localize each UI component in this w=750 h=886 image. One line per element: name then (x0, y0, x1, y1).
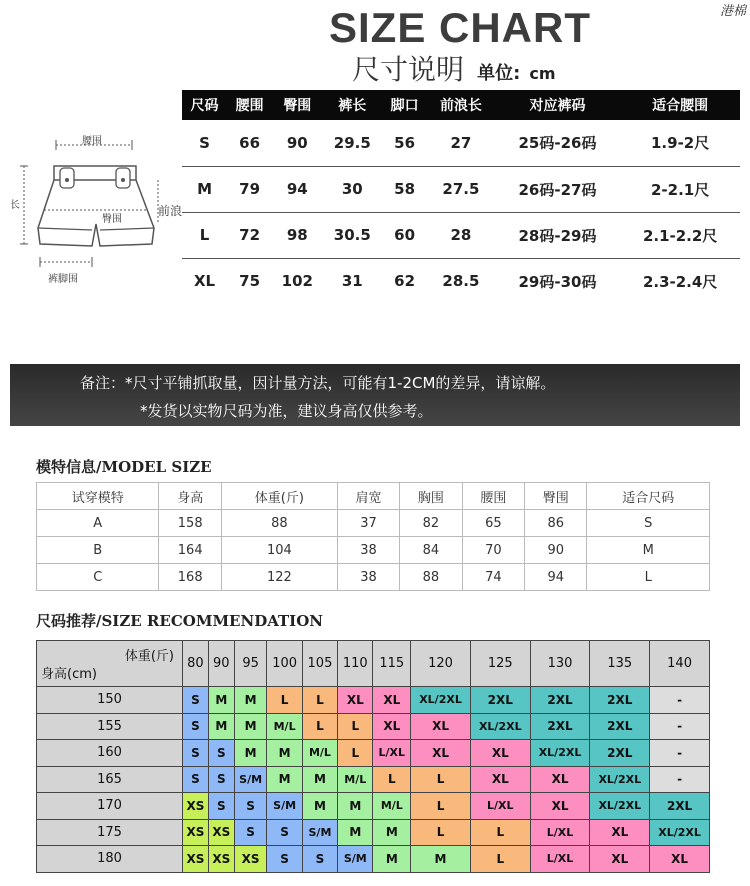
title-cn-row (352, 48, 556, 88)
model-cell: 38 (337, 564, 399, 591)
size-th: 对应裤码 (495, 90, 621, 120)
weight-header: 115 (373, 641, 411, 687)
size-cell: 58 (382, 166, 427, 212)
size-cell: 75 (239, 272, 261, 291)
size-th: 臀围 (272, 90, 322, 120)
size-recommendation-cell: L (411, 819, 471, 846)
height-header: 175 (37, 819, 183, 846)
note-banner (10, 364, 740, 426)
size-recommendation-cell: S (183, 766, 209, 793)
size-recommendation-cell: S (234, 819, 267, 846)
label-front-rise: 前浪 (158, 204, 183, 218)
model-cell: 65 (462, 510, 524, 537)
weight-header: 110 (338, 641, 373, 687)
size-recommendation-cell: M (234, 740, 267, 767)
model-cell: 84 (400, 537, 462, 564)
size-recommendation-cell: M (267, 740, 302, 767)
size-recommendation-cell: XL/2XL (530, 740, 590, 767)
brand-mark: 港棉 (719, 4, 746, 19)
height-axis-label: 身高(cm) (41, 667, 97, 682)
size-cell: 98 (272, 212, 322, 258)
size-recommendation-cell: XL/2XL (650, 819, 710, 846)
size-recommendation-cell: 2XL (590, 740, 650, 767)
table-row (182, 166, 740, 212)
size-cell: 29.5 (323, 120, 383, 166)
table-row (37, 713, 710, 740)
title-cn: 尺寸说明 (352, 53, 465, 86)
size-recommendation-cell: S (234, 793, 267, 820)
size-recommendation-cell: M/L (302, 740, 337, 767)
size-cell: 66 (227, 120, 272, 166)
weight-header: 100 (267, 641, 302, 687)
size-recommendation-cell: XL (373, 687, 411, 714)
size-recommendation-cell: L (470, 819, 530, 846)
size-recommendation-cell: XL/2XL (411, 687, 471, 714)
size-recommendation-cell: - (650, 713, 710, 740)
size-recommendation-cell: M (338, 819, 373, 846)
unit-label: 单位: (477, 63, 521, 84)
model-th: 腰围 (462, 483, 524, 510)
shorts-diagram (8, 128, 184, 288)
model-cell: 168 (159, 564, 221, 591)
size-recommendation-cell: XL/2XL (470, 713, 530, 740)
size-recommendation-cell: XL/2XL (590, 793, 650, 820)
size-recommendation-cell: XL (590, 819, 650, 846)
size-cell: 79 (227, 166, 272, 212)
size-cell: 30 (323, 166, 383, 212)
table-row (37, 793, 710, 820)
label-hip: 臀围 (102, 214, 122, 225)
page-title: SIZE CHART (329, 4, 591, 51)
size-cell: 2.3-2.4尺 (642, 272, 718, 291)
model-th: 适合尺码 (587, 483, 710, 510)
weight-header: 120 (411, 641, 471, 687)
size-recommendation-cell: 2XL (650, 793, 710, 820)
size-recommendation-cell: L (338, 740, 373, 767)
size-cell: 60 (382, 212, 427, 258)
size-th: 适合腰围 (620, 90, 740, 120)
size-recommendation-cell: M (234, 687, 267, 714)
size-cell: 62 (394, 272, 416, 291)
size-recommendation-cell: L/XL (530, 846, 590, 873)
size-recommendation-cell: S/M (234, 766, 267, 793)
size-table-header (182, 90, 740, 120)
model-th: 体重(斤) (221, 483, 337, 510)
size-cell: S (182, 120, 227, 166)
model-cell: 88 (221, 510, 337, 537)
model-cell: 37 (337, 510, 399, 537)
label-length: 长 (10, 200, 20, 211)
size-recommendation-cell: 2XL (590, 713, 650, 740)
model-th: 试穿模特 (37, 483, 159, 510)
size-recommendation-cell: M/L (267, 713, 302, 740)
model-header-row (37, 483, 710, 510)
size-recommendation-cell: M (234, 713, 267, 740)
size-cell: L (182, 212, 227, 258)
size-recommendation-cell: L (267, 687, 302, 714)
size-recommendation-cell: M (208, 713, 234, 740)
model-cell: 90 (525, 537, 587, 564)
label-waist: 腰围 (82, 136, 102, 147)
model-cell: 94 (525, 564, 587, 591)
size-recommendation-cell: S (267, 846, 302, 873)
size-recommendation-cell: XS (208, 846, 234, 873)
size-recommendation-cell: S (208, 740, 234, 767)
model-cell: 86 (525, 510, 587, 537)
table-row (37, 740, 710, 767)
model-cell: M (587, 537, 710, 564)
height-header: 150 (37, 687, 183, 714)
model-cell: 88 (400, 564, 462, 591)
size-recommendation-cell: 2XL (530, 687, 590, 714)
size-cell: XL (193, 272, 216, 291)
size-recommendation-cell: L (373, 766, 411, 793)
weight-axis-label: 体重(斤) (124, 649, 174, 664)
size-cell: 30.5 (323, 212, 383, 258)
size-cell: 2-2.1尺 (620, 166, 740, 212)
size-recommendation-cell: M (302, 793, 337, 820)
model-th: 胸围 (400, 483, 462, 510)
size-cell: 72 (227, 212, 272, 258)
size-recommendation-cell: M (373, 846, 411, 873)
table-row (37, 510, 710, 537)
size-recommendation-cell: S (208, 766, 234, 793)
size-recommendation-cell: XL (411, 713, 471, 740)
weight-header: 105 (302, 641, 337, 687)
model-cell: 104 (221, 537, 337, 564)
size-recommendation-cell: XL (373, 713, 411, 740)
recommendation-table (36, 640, 710, 873)
table-row (37, 819, 710, 846)
size-recommendation-cell: XL (411, 740, 471, 767)
size-recommendation-cell: XS (208, 819, 234, 846)
model-cell: 38 (337, 537, 399, 564)
size-cell: M (182, 166, 227, 212)
height-header: 165 (37, 766, 183, 793)
model-table (36, 482, 710, 591)
model-th: 臀围 (525, 483, 587, 510)
weight-header: 125 (470, 641, 530, 687)
size-recommendation-cell: L (302, 713, 337, 740)
model-th: 肩宽 (337, 483, 399, 510)
size-recommendation-cell: S (208, 793, 234, 820)
size-cell: 28.5 (442, 272, 480, 291)
size-recommendation-cell: S (183, 713, 209, 740)
weight-header: 140 (650, 641, 710, 687)
rec-corner-cell (37, 641, 183, 687)
size-recommendation-cell: - (650, 740, 710, 767)
size-cell: 28码-29码 (495, 212, 621, 258)
model-cell: C (37, 564, 159, 591)
size-cell: 2.1-2.2尺 (620, 212, 740, 258)
size-cell: 27.5 (427, 166, 495, 212)
size-recommendation-cell: S (302, 846, 337, 873)
model-cell: L (587, 564, 710, 591)
size-recommendation-cell: - (650, 687, 710, 714)
rec-header-row (37, 641, 710, 687)
model-cell: 74 (462, 564, 524, 591)
size-th: 尺码 (182, 90, 227, 120)
size-recommendation-cell: XL (338, 687, 373, 714)
size-recommendation-cell: L (411, 793, 471, 820)
model-cell: 70 (462, 537, 524, 564)
weight-header: 95 (234, 641, 267, 687)
size-cell: 1.9-2尺 (620, 120, 740, 166)
table-row (182, 212, 740, 258)
size-recommendation-cell: XL (590, 846, 650, 873)
size-recommendation-cell: XS (183, 846, 209, 873)
size-recommendation-cell: XL (470, 740, 530, 767)
model-cell: B (37, 537, 159, 564)
table-row (37, 846, 710, 873)
size-recommendation-cell: L/XL (470, 793, 530, 820)
note-line-1: 备注：*尺寸平铺抓取量，因计量方法，可能有1-2CM的差异，请谅解。 (80, 374, 556, 392)
size-recommendation-cell: XS (183, 819, 209, 846)
size-recommendation-cell: M (373, 819, 411, 846)
size-recommendation-cell: M/L (338, 766, 373, 793)
size-recommendation-cell: L/XL (530, 819, 590, 846)
size-table (182, 90, 740, 304)
table-row (37, 766, 710, 793)
size-recommendation-cell: XL (650, 846, 710, 873)
size-recommendation-cell: S (267, 819, 302, 846)
model-cell: S (587, 510, 710, 537)
weight-header: 135 (590, 641, 650, 687)
size-cell: 26码-27码 (495, 166, 621, 212)
height-header: 155 (37, 713, 183, 740)
size-recommendation-cell: M (302, 766, 337, 793)
size-recommendation-cell: S (183, 687, 209, 714)
size-recommendation-cell: M (411, 846, 471, 873)
size-recommendation-cell: 2XL (530, 713, 590, 740)
model-cell: A (37, 510, 159, 537)
size-recommendation-cell: XL/2XL (590, 766, 650, 793)
model-th: 身高 (159, 483, 221, 510)
size-recommendation-cell: XL (470, 766, 530, 793)
note-line-2: *发货以实物尺码为准，建议身高仅供参考。 (140, 402, 433, 420)
model-info-title: 模特信息/MODEL SIZE (36, 458, 212, 476)
table-row (37, 687, 710, 714)
size-recommendation-cell: XS (234, 846, 267, 873)
size-cell: 102 (281, 272, 313, 291)
size-recommendation-cell: - (650, 766, 710, 793)
size-th: 裤长 (323, 90, 383, 120)
label-leg-opening: 裤脚围 (48, 274, 78, 285)
size-th: 腰围 (227, 90, 272, 120)
size-th: 前浪长 (427, 90, 495, 120)
size-recommendation-cell: S/M (302, 819, 337, 846)
size-recommendation-cell: M (338, 793, 373, 820)
height-header: 160 (37, 740, 183, 767)
size-cell: 94 (272, 166, 322, 212)
size-recommendation-cell: S (183, 740, 209, 767)
unit-value: cm (529, 64, 556, 83)
size-recommendation-cell: L (411, 766, 471, 793)
model-cell: 164 (159, 537, 221, 564)
size-cell: 56 (382, 120, 427, 166)
size-recommendation-cell: 2XL (470, 687, 530, 714)
model-cell: 82 (400, 510, 462, 537)
size-recommendation-cell: L (302, 687, 337, 714)
size-cell: 29码-30码 (518, 272, 597, 291)
size-cell: 31 (341, 272, 363, 291)
model-cell: 158 (159, 510, 221, 537)
weight-header: 90 (208, 641, 234, 687)
size-recommendation-cell: L (338, 713, 373, 740)
size-recommendation-cell: S/M (338, 846, 373, 873)
height-header: 170 (37, 793, 183, 820)
weight-header: 80 (183, 641, 209, 687)
height-header: 180 (37, 846, 183, 873)
size-recommendation-cell: XL (530, 793, 590, 820)
size-recommendation-cell: S/M (267, 793, 302, 820)
table-row (182, 120, 740, 166)
size-recommendation-cell: M (208, 687, 234, 714)
size-cell: 28 (427, 212, 495, 258)
weight-header: 130 (530, 641, 590, 687)
size-recommendation-cell: L (470, 846, 530, 873)
size-recommendation-cell: XL (530, 766, 590, 793)
table-row (37, 564, 710, 591)
table-row (37, 537, 710, 564)
table-row (182, 258, 740, 304)
size-recommendation-cell: M (267, 766, 302, 793)
recommendation-title: 尺码推荐/SIZE RECOMMENDATION (36, 612, 323, 630)
size-recommendation-cell: XS (183, 793, 209, 820)
size-th: 脚口 (382, 90, 427, 120)
model-cell: 122 (221, 564, 337, 591)
size-cell: 25码-26码 (495, 120, 621, 166)
size-cell: 27 (427, 120, 495, 166)
size-cell: 90 (272, 120, 322, 166)
size-recommendation-cell: M/L (373, 793, 411, 820)
size-recommendation-cell: 2XL (590, 687, 650, 714)
size-recommendation-cell: L/XL (373, 740, 411, 767)
